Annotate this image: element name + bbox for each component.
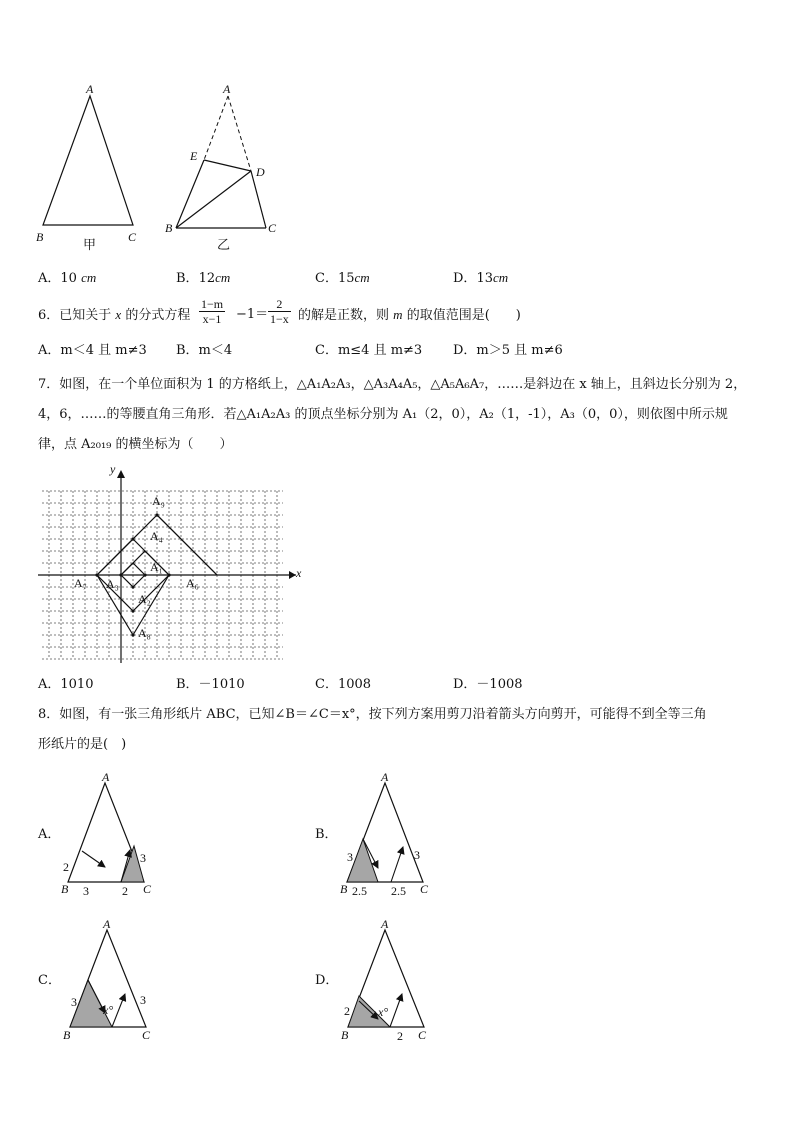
vertex-c: C xyxy=(418,1028,427,1042)
label-B: B xyxy=(165,221,173,235)
label-E: E xyxy=(190,149,198,163)
option-d[interactable]: D．13cm xyxy=(453,270,509,286)
angle-x: x° xyxy=(378,1005,389,1019)
option-b-letter[interactable]: B． xyxy=(315,827,338,842)
vertex-c: C xyxy=(142,1028,151,1042)
label-A: A xyxy=(223,82,231,96)
value-left: 2 xyxy=(63,860,69,874)
q8-line-1: 8．如图，有一张三角形纸片 ABC，已知∠B＝∠C＝x°，按下列方案用剪刀沿着箭头方向剪开，可能得不到全等三角 xyxy=(38,707,707,722)
option-b[interactable]: B．m＜4 xyxy=(176,343,233,358)
axis-x-label: x xyxy=(296,566,302,580)
q6-prefix: 6．已知关于 x 的分式方程 xyxy=(38,307,191,323)
option-a[interactable]: A．1010 xyxy=(38,677,94,692)
option-b-figure xyxy=(347,783,423,882)
point-a4-label: A₄ xyxy=(150,529,163,543)
point-a9-label: A₉ xyxy=(152,494,165,508)
q8-line-2: 形纸片的是( ) xyxy=(38,737,127,752)
value-bottom-left: 2.5 xyxy=(352,884,367,898)
point-a8-label: A₈ xyxy=(138,626,151,640)
point-a6-label: A₆ xyxy=(186,576,199,590)
value-right: 3 xyxy=(140,851,146,865)
axis-y-label: y xyxy=(110,462,116,476)
label-A: A xyxy=(86,82,94,96)
q7-line-3: 律，点 A₂₀₁₉ 的横坐标为（ ） xyxy=(38,437,233,452)
vertex-c: C xyxy=(420,882,429,896)
value-left: 3 xyxy=(347,850,353,864)
point-a7-label: A₇ xyxy=(74,576,87,590)
value-right: 3 xyxy=(140,993,146,1007)
caption-jia: 甲 xyxy=(83,238,97,253)
q6-minus-one: −1＝ xyxy=(236,307,269,322)
label-D: D xyxy=(256,165,265,179)
option-c[interactable]: C．1008 xyxy=(315,677,372,692)
value-bottom-right: 2 xyxy=(122,884,128,898)
vertex-b: B xyxy=(340,882,348,896)
option-b[interactable]: B．12cm xyxy=(176,270,231,286)
option-b[interactable]: B．－1010 xyxy=(176,677,245,692)
point-a3-label: A₃ xyxy=(106,577,119,591)
caption-yi: 乙 xyxy=(217,238,231,253)
option-c[interactable]: C．15cm xyxy=(315,270,370,286)
value-bottom-left: 3 xyxy=(83,884,89,898)
vertex-b: B xyxy=(63,1028,71,1042)
vertex-a: A xyxy=(103,917,111,931)
point-a1-label: A₁ xyxy=(150,560,163,574)
label-C: C xyxy=(128,230,137,244)
value-bottom: 2 xyxy=(397,1029,403,1043)
vertex-a: A xyxy=(102,770,110,784)
q6-suffix: 的解是正数，则 m 的取值范围是( ) xyxy=(298,307,521,323)
q6-fraction-1: $\frac{1-m}{x-1}$ xyxy=(201,297,224,326)
option-a-figure xyxy=(68,783,144,882)
option-a[interactable]: A．10 cm xyxy=(38,270,97,286)
option-c[interactable]: C．m≤4 且 m≠3 xyxy=(315,343,423,358)
q7-line-2: 4，6，……的等腰直角三角形．若△A₁A₂A₃ 的顶点坐标分别为 A₁（2，0），A₂（1，-1），A₃（0，0），则依图中所示规 xyxy=(38,407,728,422)
option-d[interactable]: D．m＞5 且 m≠6 xyxy=(453,343,563,358)
option-a[interactable]: A．m＜4 且 m≠3 xyxy=(38,343,147,358)
angle-x: x° xyxy=(103,1003,114,1017)
option-c-letter[interactable]: C． xyxy=(38,973,61,988)
label-C: C xyxy=(268,221,277,235)
value-left: 2 xyxy=(344,1004,350,1018)
vertex-a: A xyxy=(381,770,389,784)
vertex-a: A xyxy=(381,917,389,931)
value-right: 3 xyxy=(414,848,420,862)
value-bottom-right: 2.5 xyxy=(391,884,406,898)
label-B: B xyxy=(36,230,44,244)
q7-line-1: 7．如图，在一个单位面积为 1 的方格纸上，△A₁A₂A₃，△A₃A₄A₅，△A₅A₆A₇，……是斜边在 x 轴上，且斜边长分别为 2， xyxy=(38,377,747,392)
point-a2-label: A₂ xyxy=(138,592,151,606)
vertex-c: C xyxy=(143,882,152,896)
option-d[interactable]: D．－1008 xyxy=(453,677,523,692)
vertex-b: B xyxy=(341,1028,349,1042)
q6-fraction-2: $\frac{2}{1-x}$ xyxy=(270,297,289,326)
option-d-letter[interactable]: D． xyxy=(315,973,339,988)
value-left: 3 xyxy=(71,995,77,1009)
vertex-b: B xyxy=(61,882,69,896)
option-a-letter[interactable]: A． xyxy=(38,827,61,842)
